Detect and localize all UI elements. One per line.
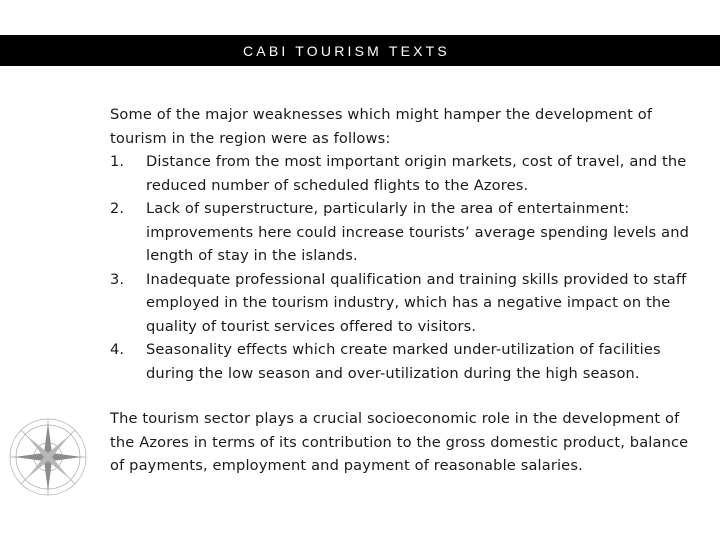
- weaknesses-list: [110, 150, 700, 385]
- header-bar: [0, 35, 720, 66]
- list-item: [110, 197, 700, 268]
- list-item-number: 4.: [110, 341, 125, 358]
- intro-paragraph: Some of the major weaknesses which might hamper the development of tourism in the region were as follows:: [110, 106, 653, 147]
- list-item-number: 3.: [110, 270, 125, 288]
- list-item-text: Distance from the most important origin markets, cost of travel, and the reduced number of scheduled flights to the Azores.: [146, 153, 687, 194]
- list-item: [110, 150, 700, 197]
- list-item-text: Seasonality effects which create marked under-utilization of facilities during the low season and over-utilization during the high season.: [146, 341, 661, 382]
- list-item: [110, 268, 700, 339]
- main-text: [110, 103, 700, 478]
- list-item-number: 1.: [110, 153, 125, 170]
- header-title: CABI TOURISM TEXTS: [243, 43, 450, 59]
- list-item-number: 2.: [110, 200, 125, 217]
- list-item: [110, 338, 700, 385]
- list-item-text: Lack of superstructure, particularly in the area of entertainment: improvements here could increase tourists’ average spending levels and length of stay in the islands.: [146, 200, 690, 264]
- conclusion-paragraph: The tourism sector plays a crucial socioeconomic role in the development of the Azores in terms of its contribution to the gross domestic product, balance of payments, employment and payment of reasonable salaries.: [110, 410, 689, 474]
- list-item-text: Inadequate professional qualification and training skills provided to staff employed in the tourism industry, which has a negative impact on the quality of tourist services offered to visitors.: [146, 270, 687, 335]
- compass-rose-icon: [6, 415, 90, 499]
